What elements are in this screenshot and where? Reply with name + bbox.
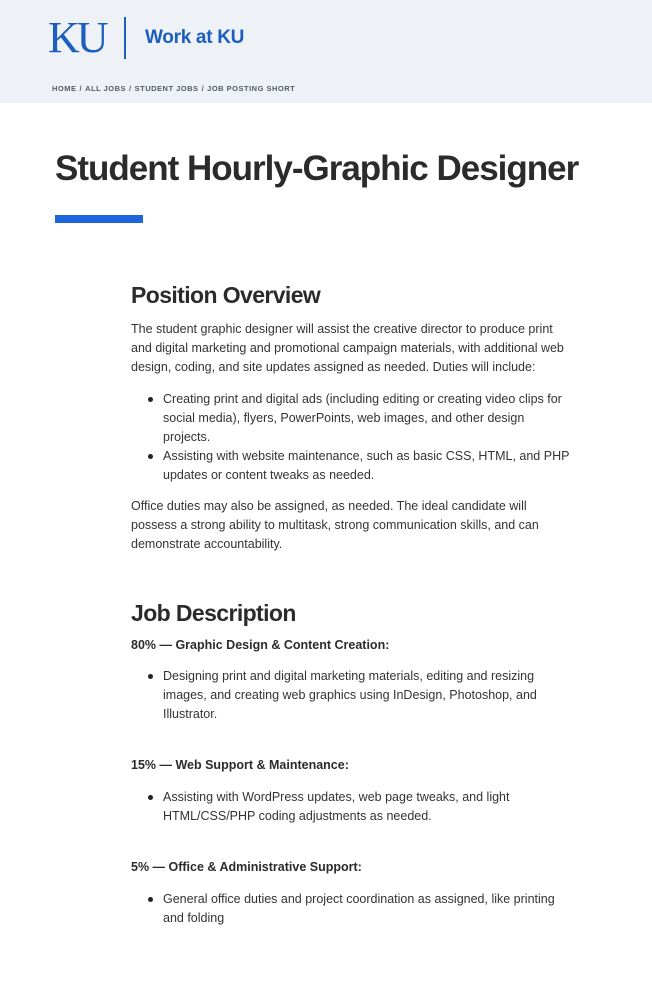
- list-item: Assisting with WordPress updates, web page tweaks, and light HTML/CSS/PHP coding adjustments as needed.: [163, 788, 571, 826]
- duties-list: [131, 390, 571, 485]
- main-content: [131, 280, 571, 928]
- breadcrumb-separator: /: [79, 84, 83, 93]
- title-accent-bar: [55, 215, 143, 223]
- breadcrumb-separator: /: [129, 84, 132, 93]
- list-item: Designing print and digital marketing materials, editing and resizing images, and creating web graphics using InDesign, Photoshop, and Illustrator.: [163, 667, 571, 724]
- web-list: [131, 788, 571, 826]
- section-title-design: 80% — Graphic Design & Content Creation:: [131, 638, 390, 652]
- overview-intro: The student graphic designer will assist the creative director to produce print and digital marketing and promotional campaign materials, with additional web design, coding, and site updates assigned as needed. Duties will include:: [131, 322, 564, 374]
- breadcrumb-home[interactable]: HOME: [52, 84, 77, 93]
- position-overview-heading: Position Overview: [131, 282, 321, 308]
- breadcrumb: [52, 84, 295, 93]
- page-title: Student Hourly-Graphic Designer: [55, 149, 579, 188]
- office-list: [131, 890, 571, 928]
- section-title-web: 15% — Web Support & Maintenance:: [131, 758, 349, 772]
- site-header: [0, 0, 652, 103]
- breadcrumb-student-jobs[interactable]: STUDENT JOBS: [134, 84, 199, 93]
- header-divider: [124, 17, 126, 59]
- breadcrumb-separator: /: [201, 84, 205, 93]
- breadcrumb-all-jobs[interactable]: ALL JOBS: [85, 84, 127, 93]
- overview-closing: Office duties may also be assigned, as needed. The ideal candidate will possess a strong ability to multitask, strong communication skills, and can demonstrate accountability.: [131, 499, 539, 551]
- site-title[interactable]: Work at KU: [145, 27, 245, 48]
- design-list: [131, 667, 571, 724]
- breadcrumb-current: JOB POSTING SHORT: [207, 84, 296, 93]
- list-item: General office duties and project coordination as assigned, like printing and folding: [163, 890, 571, 928]
- list-item: Assisting with website maintenance, such as basic CSS, HTML, and PHP updates or content tweaks as needed.: [163, 447, 571, 485]
- list-item: Creating print and digital ads (including editing or creating video clips for social media), flyers, PowerPoints, web images, and other design projects.: [163, 390, 571, 447]
- section-title-office: 5% — Office & Administrative Support:: [131, 860, 362, 874]
- ku-logo[interactable]: KU: [48, 13, 106, 62]
- job-description-heading: Job Description: [131, 600, 296, 626]
